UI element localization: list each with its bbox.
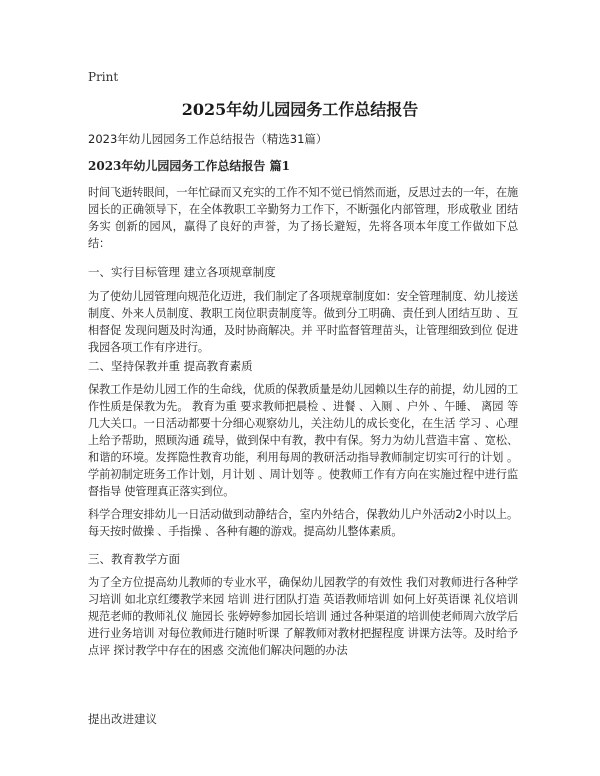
- print-link[interactable]: Print: [88, 70, 119, 84]
- section3-paragraph: 为了全方位提高幼儿教师的专业水平，确保幼儿园教学的有效性 我们对教师进行各种学习培训 如北京红缨教学来园 培训 进行团队打造 英语教师培训 如何上好英语课 礼仪培训 规范老师的教师礼仪 施园长 张婷婷参加园长培训 通过各种渠道的培训使老师周六放学后进行业务培训 对每位教师进行随时听课 了解教师对教材把握程度 讲课方法等。及时给予点评 探讨教学中存在的困惑 交流他们解决问题的办法: [88, 576, 518, 657]
- article-heading: 2023年幼儿园园务工作总结报告 篇1: [88, 159, 290, 173]
- section4-heading: 提出改进建议: [88, 712, 157, 726]
- section1-heading: 一、实行目标管理 建立各项规章制度: [88, 265, 276, 279]
- section1-paragraph: 为了使幼儿园管理向规范化迈进，我们制定了各项规章制度如：安全管理制度、幼儿接送制度、外来人员制度、教职工岗位职责制度等。做到分工明确、责任到人团结互助 、互相督促 发现问题及时沟通，及时协商解决。并 平时监督管理苗头，让管理细致到位 促进我园各项工作有序进行。: [88, 290, 518, 354]
- section2-heading: 二、坚持保教并重 提高教育素质: [88, 359, 253, 373]
- section2-paragraph-2: 科学合理安排幼儿一日活动做到动静结合，室内外结合，保教幼儿户外活动2小时以上。 每天按时做操 、手指操 、各种有趣的游戏。提高幼儿整体素质。: [88, 508, 518, 538]
- section2-paragraph: 保教工作是幼儿园工作的生命线，优质的保教质量是幼儿园赖以生存的前提，幼儿园的工作性质是保教为先。 教育为重 要求教师把晨检 、进餐 、入厕 、户外 、午睡、 离园 等几大关口。一日活动都要十分细心观察幼儿，关注幼儿的成长变化，在生活 学习 、心理上给予帮助，照顾沟通 疏导，做到保中有教，教中有保。努力为幼儿营造丰富 、宽松、和谐的环境。发挥隐性教育功能，利用每周的教研活动指导教师制定切实可行的计划 。学前初制定班务工作计划，月计划 、周计划等 。使教师工作有方向在实施过程中进行监督指导 使管理真正落实到位。: [88, 383, 518, 498]
- intro-paragraph: 时间飞逝转眼间，一年忙碌而又充实的工作不知不觉已悄然而逝，反思过去的一年，在施园长的正确领导下，在全体教职工辛勤努力工作下，不断强化内部管理，形成敬业 团结 务实 创新的园风，赢得了良好的声誉，为了扬长避短，先将各项本年度工作做如下总结：: [88, 186, 518, 250]
- section3-heading: 三、教育教学方面: [88, 552, 180, 566]
- document-subtitle: 2023年幼儿园园务工作总结报告（精选31篇）: [88, 132, 328, 146]
- document-title: 2025年幼儿园园务工作总结报告: [181, 100, 419, 119]
